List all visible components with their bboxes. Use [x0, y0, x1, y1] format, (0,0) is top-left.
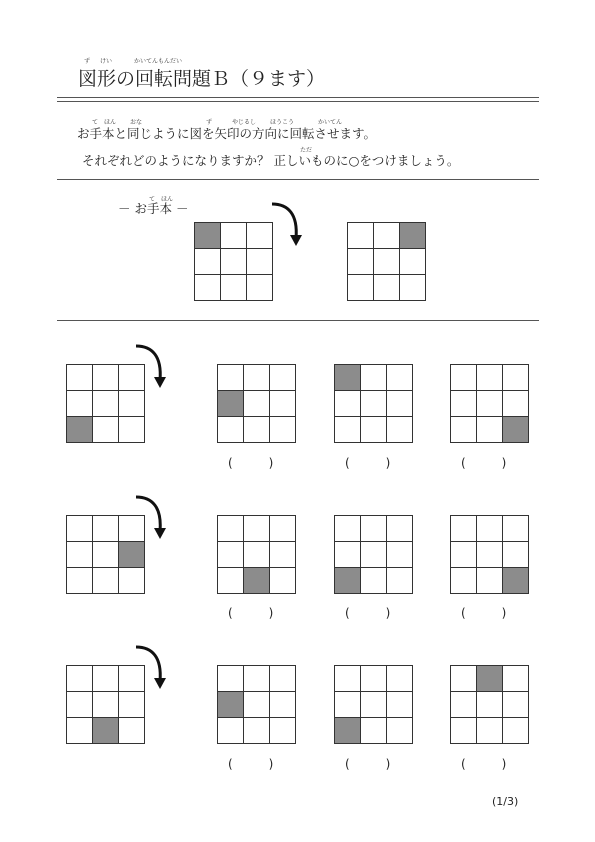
grid-cell	[477, 365, 503, 391]
grid-cell	[270, 516, 296, 542]
instruction-line-1: お手本と同じように図を矢印の方向に回転させます。	[77, 126, 377, 141]
grid-cell-filled	[67, 417, 93, 443]
grid-cell	[93, 391, 119, 417]
grid-cell	[387, 516, 413, 542]
grid-cell	[67, 718, 93, 744]
problem-2-answer-2-blank[interactable]: ( )	[345, 606, 391, 620]
grid-cell	[270, 666, 296, 692]
problem-3-choice-1-grid	[217, 665, 296, 744]
problem-3-choice-3-grid	[450, 665, 529, 744]
grid-cell	[218, 542, 244, 568]
grid-cell	[244, 417, 270, 443]
problem-3-choice-2-grid	[334, 665, 413, 744]
grid-cell	[387, 542, 413, 568]
grid-cell	[348, 275, 374, 301]
grid-cell-filled	[218, 692, 244, 718]
grid-cell	[335, 417, 361, 443]
grid-cell	[451, 417, 477, 443]
grid-cell	[348, 223, 374, 249]
grid-cell	[218, 568, 244, 594]
rotation-arrow-icon	[132, 340, 170, 390]
grid-cell	[244, 692, 270, 718]
grid-cell	[400, 249, 426, 275]
instr-ruby-te: て	[92, 119, 99, 126]
title-ruby-kaiten-mondai: かいてんもんだい	[134, 58, 183, 65]
grid-cell	[244, 542, 270, 568]
grid-cell	[451, 365, 477, 391]
grid-cell-filled	[119, 542, 145, 568]
problem-2-choice-3-grid	[450, 515, 529, 594]
grid-cell	[477, 417, 503, 443]
grid-cell	[119, 417, 145, 443]
sample-divider	[57, 320, 539, 321]
grid-cell	[244, 516, 270, 542]
problem-3-answer-2-blank[interactable]: ( )	[345, 757, 391, 771]
rotation-arrow-icon	[268, 198, 306, 248]
sample-ruby-hon: ほん	[161, 196, 174, 203]
grid-cell	[387, 692, 413, 718]
problem-2-choice-2-grid	[334, 515, 413, 594]
grid-cell	[335, 391, 361, 417]
grid-cell	[451, 516, 477, 542]
grid-cell	[93, 542, 119, 568]
problem-3-answer-1-blank[interactable]: ( )	[228, 757, 274, 771]
instr-ruby-houkou: ほうこう	[270, 119, 295, 126]
rotation-arrow-icon	[132, 641, 170, 691]
grid-cell	[119, 718, 145, 744]
grid-cell-filled	[477, 666, 503, 692]
grid-cell	[335, 542, 361, 568]
instruction-line-2: それぞれどのようになりますか？ 正しいものに○をつけましょう。	[82, 153, 460, 168]
grid-cell	[451, 718, 477, 744]
grid-cell-filled	[503, 417, 529, 443]
grid-cell	[503, 391, 529, 417]
grid-cell	[270, 692, 296, 718]
grid-cell	[218, 666, 244, 692]
grid-cell	[477, 692, 503, 718]
grid-cell	[270, 542, 296, 568]
grid-cell	[270, 417, 296, 443]
grid-cell	[67, 568, 93, 594]
grid-cell	[244, 666, 270, 692]
grid-cell-filled	[335, 365, 361, 391]
problem-1-choice-1-grid	[217, 364, 296, 443]
grid-cell	[67, 542, 93, 568]
grid-cell	[221, 275, 247, 301]
grid-cell	[67, 666, 93, 692]
grid-cell	[218, 718, 244, 744]
header-divider-bottom	[57, 101, 539, 102]
instr-ruby-yajirushi: やじるし	[232, 119, 257, 126]
grid-cell	[374, 249, 400, 275]
problem-1-answer-3-blank[interactable]: ( )	[461, 456, 507, 470]
grid-cell	[503, 365, 529, 391]
grid-cell	[218, 417, 244, 443]
sample-label: － お手本 －	[118, 201, 189, 216]
grid-cell	[93, 692, 119, 718]
grid-cell	[387, 391, 413, 417]
grid-cell-filled	[218, 391, 244, 417]
grid-cell	[244, 391, 270, 417]
grid-cell-filled	[335, 718, 361, 744]
sample-grid-before	[194, 222, 273, 301]
problem-2-answer-1-blank[interactable]: ( )	[228, 606, 274, 620]
grid-cell	[361, 542, 387, 568]
grid-cell	[244, 365, 270, 391]
problem-1-answer-2-blank[interactable]: ( )	[345, 456, 391, 470]
problem-2-answer-3-blank[interactable]: ( )	[461, 606, 507, 620]
grid-cell	[361, 692, 387, 718]
grid-cell	[361, 417, 387, 443]
grid-cell	[67, 692, 93, 718]
grid-cell	[119, 568, 145, 594]
grid-cell	[387, 568, 413, 594]
problem-2-choice-1-grid	[217, 515, 296, 594]
grid-cell	[503, 542, 529, 568]
grid-cell	[400, 275, 426, 301]
grid-cell	[93, 417, 119, 443]
page-title: 図形の回転問題Ｂ（９ます）	[78, 68, 326, 90]
grid-cell	[503, 516, 529, 542]
grid-cell	[335, 516, 361, 542]
grid-cell	[451, 568, 477, 594]
grid-cell	[477, 391, 503, 417]
grid-cell	[361, 568, 387, 594]
grid-cell-filled	[195, 223, 221, 249]
grid-cell	[451, 666, 477, 692]
problem-1-choice-3-grid	[450, 364, 529, 443]
grid-cell	[221, 223, 247, 249]
sample-grid-after	[347, 222, 426, 301]
grid-cell	[270, 568, 296, 594]
grid-cell-filled	[244, 568, 270, 594]
grid-cell	[387, 666, 413, 692]
grid-cell-filled	[503, 568, 529, 594]
grid-cell	[247, 249, 273, 275]
grid-cell-filled	[400, 223, 426, 249]
page-number: (1/3)	[492, 795, 519, 808]
problem-3-answer-3-blank[interactable]: ( )	[461, 757, 507, 771]
title-ruby-zu: ず	[84, 58, 91, 65]
grid-cell	[477, 568, 503, 594]
grid-cell	[218, 365, 244, 391]
grid-cell	[93, 365, 119, 391]
grid-cell-filled	[93, 718, 119, 744]
grid-cell	[451, 391, 477, 417]
grid-cell	[67, 516, 93, 542]
grid-cell	[503, 666, 529, 692]
grid-cell	[335, 666, 361, 692]
grid-cell	[195, 275, 221, 301]
grid-cell	[361, 666, 387, 692]
sample-ruby-te: て	[149, 196, 156, 203]
grid-cell	[387, 718, 413, 744]
header-divider-top	[57, 97, 539, 98]
instr-ruby-zu: ず	[206, 119, 213, 126]
grid-cell	[387, 417, 413, 443]
grid-cell	[503, 692, 529, 718]
grid-cell-filled	[335, 568, 361, 594]
instr-ruby-tada: ただ	[300, 147, 313, 154]
grid-cell	[119, 692, 145, 718]
grid-cell	[387, 365, 413, 391]
grid-cell	[477, 516, 503, 542]
instr-ruby-hon: ほん	[104, 119, 117, 126]
grid-cell	[477, 718, 503, 744]
grid-cell	[270, 391, 296, 417]
title-ruby-kei: けい	[100, 58, 113, 65]
grid-cell	[348, 249, 374, 275]
grid-cell	[270, 718, 296, 744]
grid-cell	[93, 516, 119, 542]
instr-ruby-kaiten: かいてん	[318, 119, 343, 126]
rotation-arrow-icon	[132, 491, 170, 541]
grid-cell	[119, 391, 145, 417]
grid-cell	[67, 365, 93, 391]
grid-cell	[247, 275, 273, 301]
grid-cell	[361, 365, 387, 391]
grid-cell	[93, 666, 119, 692]
grid-cell	[361, 391, 387, 417]
grid-cell	[451, 692, 477, 718]
grid-cell	[195, 249, 221, 275]
problem-1-choice-2-grid	[334, 364, 413, 443]
problem-1-answer-1-blank[interactable]: ( )	[228, 456, 274, 470]
grid-cell	[361, 516, 387, 542]
grid-cell	[477, 542, 503, 568]
grid-cell	[503, 718, 529, 744]
grid-cell	[361, 718, 387, 744]
grid-cell	[451, 542, 477, 568]
instr-ruby-ona: おな	[130, 119, 143, 126]
grid-cell	[67, 391, 93, 417]
grid-cell	[221, 249, 247, 275]
instruction-divider	[57, 179, 539, 180]
grid-cell	[244, 718, 270, 744]
grid-cell	[374, 275, 400, 301]
grid-cell	[335, 692, 361, 718]
grid-cell	[218, 516, 244, 542]
grid-cell	[270, 365, 296, 391]
grid-cell	[374, 223, 400, 249]
grid-cell	[93, 568, 119, 594]
